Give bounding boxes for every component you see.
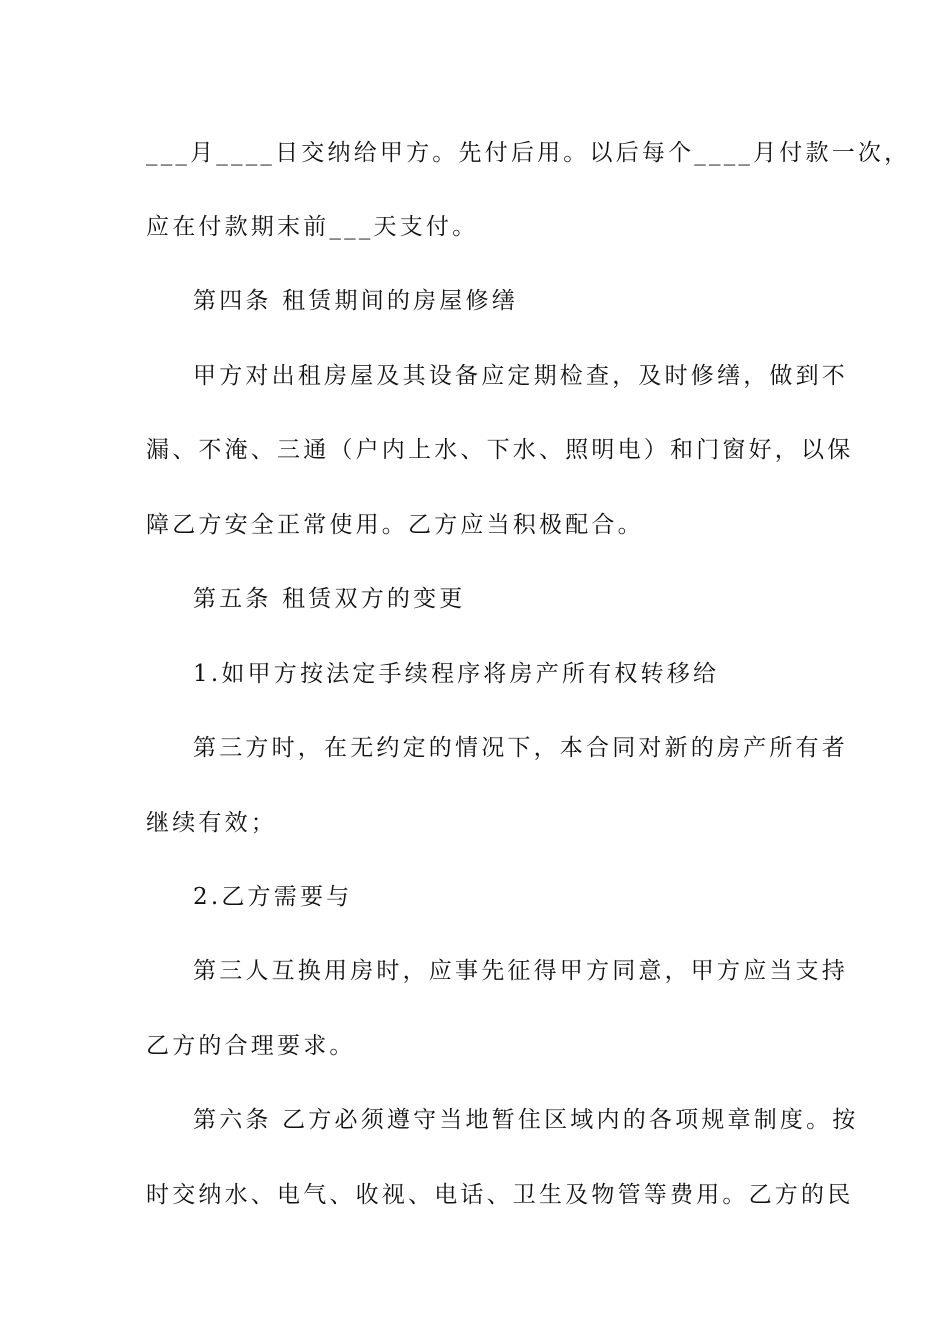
text-line-article-6-cont: 时交纳水、电气、收视、电话、卫生及物管等费用。乙方的民 (146, 1182, 854, 1208)
article-5-heading: 第五条 租赁双方的变更 (193, 586, 466, 612)
text-line-change-item-2-cont: 第三人互换用房时，应事先征得甲方同意，甲方应当支持 (193, 958, 848, 984)
article-4-heading: 第四条 租赁期间的房屋修缮 (193, 288, 518, 314)
text-line-change-item-1-cont: 第三方时，在无约定的情况下，本合同对新的房产所有者 (193, 735, 848, 761)
text-line-change-item-2-end: 乙方的合理要求。 (146, 1033, 356, 1059)
text-line-rent-payment-schedule: ___月____日交纳给甲方。先付后用。以后每个____月付款一次， (146, 140, 911, 166)
text-line-change-item-2: 2.乙方需要与 (193, 884, 353, 910)
text-line-repair-3: 障乙方安全正常使用。乙方应当积极配合。 (146, 512, 644, 538)
text-line-change-item-1: 1.如甲方按法定手续程序将房产所有权转移给 (193, 661, 720, 687)
article-6-heading: 第六条 乙方必须遵守当地暂住区域内的各项规章制度。按 (193, 1107, 859, 1133)
text-line-change-item-1-end: 继续有效； (146, 810, 277, 836)
text-line-payment-deadline: 应在付款期末前___天支付。 (146, 214, 479, 240)
text-line-repair-1: 甲方对出租房屋及其设备应定期检查，及时修缮，做到不 (193, 363, 848, 389)
text-line-repair-2: 漏、不淹、三通（户内上水、下水、照明电）和门窗好，以保 (146, 437, 854, 463)
